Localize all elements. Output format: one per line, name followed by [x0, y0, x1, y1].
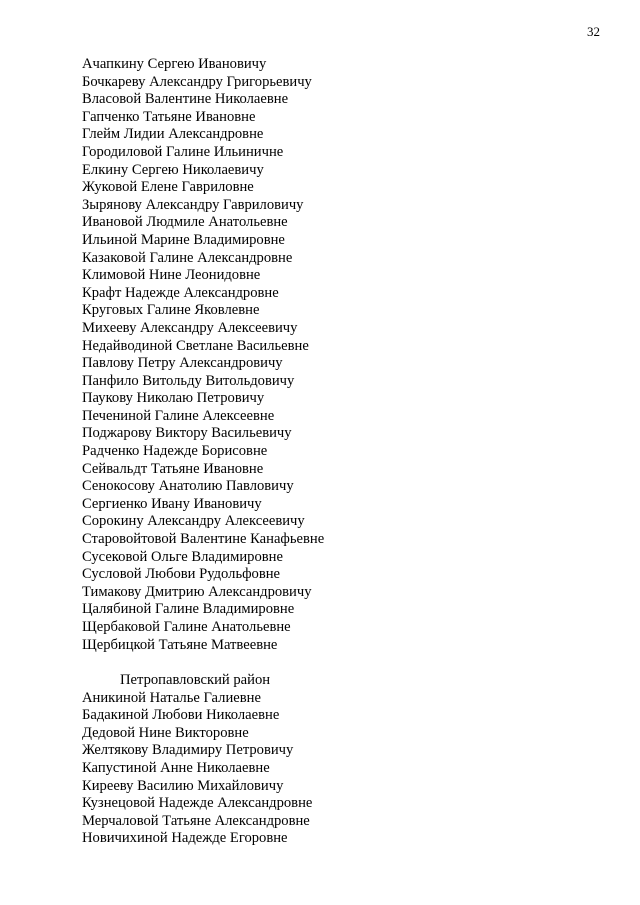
list-item: Тимакову Дмитрию Александровичу — [82, 583, 312, 600]
list-item: Мерчаловой Татьяне Александровне — [82, 812, 310, 829]
list-item: Поджарову Виктору Васильевичу — [82, 425, 292, 442]
list-item: Михееву Александру Алексеевичу — [82, 319, 298, 336]
list-item: Павлову Петру Александровичу — [82, 355, 283, 372]
list-item: Печениной Галине Алексеевне — [82, 407, 275, 424]
list-item: Городиловой Галине Ильиничне — [82, 143, 284, 160]
list-item: Дедовой Нине Викторовне — [82, 724, 249, 741]
list-item: Бочкареву Александру Григорьевичу — [82, 73, 312, 90]
list-item: Бадакиной Любови Николаевне — [82, 707, 280, 724]
list-item: Ачапкину Сергею Ивановичу — [82, 56, 267, 72]
list-item: Климовой Нине Леонидовне — [82, 267, 261, 284]
list-item: Власовой Валентине Николаевне — [82, 91, 289, 108]
district-section — [82, 672, 312, 848]
list-item: Цалябиной Галине Владимировне — [82, 601, 295, 618]
list-item: Крафт Надежде Александровне — [82, 284, 279, 301]
list-item: Круговых Галине Яковлевне — [82, 302, 260, 319]
list-item: Сейвальдт Татьяне Ивановне — [82, 460, 264, 477]
list-item: Желтякову Владимиру Петровичу — [82, 742, 294, 759]
list-item: Сорокину Александру Алексеевичу — [82, 513, 305, 530]
list-item: Аникиной Наталье Галиевне — [82, 689, 261, 706]
list-item: Сергиенко Ивану Ивановичу — [82, 495, 262, 512]
list-item: Ивановой Людмиле Анатольевне — [82, 214, 288, 231]
district-name-list — [82, 690, 312, 848]
list-item: Радченко Надежде Борисовне — [82, 443, 268, 460]
list-item: Сенокосову Анатолию Павловичу — [82, 478, 294, 495]
list-item: Зырянову Александру Гавриловичу — [82, 196, 304, 213]
list-item: Глейм Лидии Александровне — [82, 126, 264, 143]
list-item: Щербицкой Татьяне Матвеевне — [82, 636, 278, 653]
name-list — [82, 56, 324, 654]
list-item: Панфило Витольду Витольдовичу — [82, 372, 295, 389]
list-item: Сусловой Любови Рудольфовне — [82, 566, 281, 583]
list-item: Паукову Николаю Петровичу — [82, 390, 265, 407]
page-number: 32 — [587, 24, 600, 39]
list-item: Гапченко Татьяне Ивановне — [82, 108, 256, 125]
section-heading: Петропавловский район — [120, 672, 271, 688]
list-item: Старовойтовой Валентине Канафьевне — [82, 531, 325, 548]
list-item: Недайводиной Светлане Васильевне — [82, 337, 309, 354]
list-item: Щербаковой Галине Анатольевне — [82, 619, 291, 635]
list-item: Казаковой Галине Александровне — [82, 249, 293, 266]
list-item: Капустиной Анне Николаевне — [82, 759, 270, 776]
list-item: Сусековой Ольге Владимировне — [82, 548, 283, 565]
list-item: Ильиной Марине Владимировне — [82, 231, 285, 248]
list-item: Елкину Сергею Николаевичу — [82, 161, 264, 178]
list-item: Новичихиной Надежде Егоровне — [82, 830, 288, 847]
list-item: Кирееву Василию Михайловичу — [82, 777, 284, 794]
list-item: Кузнецовой Надежде Александровне — [82, 795, 313, 812]
list-item: Жуковой Елене Гавриловне — [82, 179, 254, 196]
